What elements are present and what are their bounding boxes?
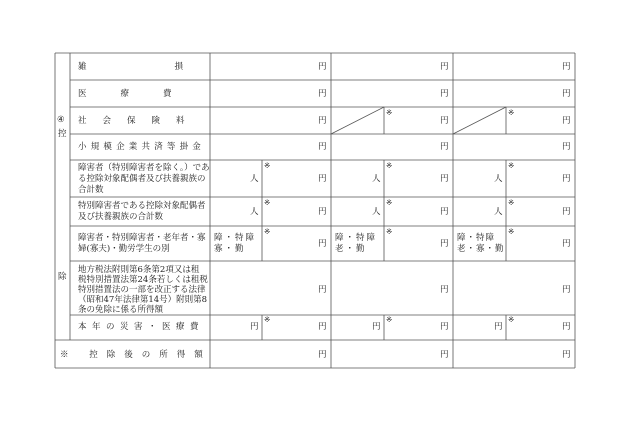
- row-label-fusoku-l5: 条の免除に係る所得額: [78, 305, 164, 315]
- person-mark: 人: [372, 174, 381, 184]
- row-label-kojogo: ※ 控除後の所得額: [60, 350, 212, 360]
- yen-mark: 円: [440, 322, 449, 332]
- betsu-option-line1: 障・特障: [457, 233, 496, 243]
- yen-mark: 円: [318, 174, 327, 184]
- asterisk-mark: ※: [264, 161, 271, 170]
- row-label-shogaisha-l3: 合計数: [78, 185, 104, 195]
- yen-mark: 円: [562, 239, 571, 249]
- yen-mark: 円: [562, 207, 571, 217]
- betsu-option-line2: 老・勤: [335, 244, 367, 254]
- asterisk-mark: ※: [508, 315, 515, 324]
- yen-mark: 円: [562, 285, 571, 295]
- betsu-option-line2: 寡・勤: [214, 244, 246, 254]
- yen-mark: 円: [562, 89, 571, 99]
- yen-mark: 円: [562, 174, 571, 184]
- asterisk-mark: ※: [264, 198, 271, 207]
- yen-mark: 円: [318, 285, 327, 295]
- person-mark: 人: [494, 174, 503, 184]
- yen-mark: 円: [318, 322, 327, 332]
- asterisk-mark: ※: [508, 227, 515, 236]
- row-label-betsu-l2: 婦(寡夫)・勤労学生の別: [78, 244, 170, 254]
- row-label-shakai: 社会保険料: [78, 116, 201, 126]
- row-label-fusoku-l4: （昭和47年法律第14号）附則第8: [78, 295, 208, 305]
- yen-mark: 円: [318, 350, 327, 360]
- asterisk-mark: ※: [264, 315, 271, 324]
- asterisk-mark: ※: [386, 161, 393, 170]
- betsu-option-line1: 障・特障: [214, 233, 257, 243]
- row-label-tokubetsu-l1: 特別障害者である控除対象配偶者: [78, 201, 206, 211]
- yen-mark: 円: [372, 322, 381, 332]
- yen-mark: 円: [440, 62, 449, 72]
- row-label-fusoku-l3: 特別措置法の一部を改正する法律: [78, 285, 206, 295]
- person-mark: 人: [372, 207, 381, 217]
- yen-mark: 円: [318, 62, 327, 72]
- row-label-tokubetsu-l2: 及び扶養親族の合計数: [78, 212, 164, 222]
- row-label-shogaisha-l2: る控除対象配偶者及び扶養親族の: [78, 174, 206, 184]
- yen-mark: 円: [440, 239, 449, 249]
- yen-mark: 円: [562, 350, 571, 360]
- group-number: ④: [57, 115, 65, 125]
- person-mark: 人: [250, 207, 259, 217]
- row-label-betsu-l1: 障害者・特別障害者・老年者・寡: [78, 233, 206, 243]
- person-mark: 人: [250, 174, 259, 184]
- row-label-fusoku-l1: 地方税法附則第6条第2項又は租: [78, 265, 200, 275]
- row-label-saigai: 本年の災害・医療費: [78, 322, 205, 332]
- yen-mark: 円: [440, 116, 449, 126]
- asterisk-mark: ※: [264, 227, 271, 236]
- yen-mark: 円: [440, 142, 449, 152]
- row-label-fusoku-l2: 税特別措置法第24条若しくは租税: [78, 275, 208, 285]
- asterisk-mark: ※: [386, 227, 393, 236]
- yen-mark: 円: [440, 350, 449, 360]
- asterisk-mark: ※: [508, 161, 515, 170]
- yen-mark: 円: [562, 322, 571, 332]
- yen-mark: 円: [440, 285, 449, 295]
- betsu-option-line2: 老・寡・勤: [457, 244, 505, 254]
- asterisk-mark: ※: [386, 108, 393, 117]
- yen-mark: 円: [562, 142, 571, 152]
- asterisk-mark: ※: [386, 198, 393, 207]
- row-label-zasson-text: 雑損: [78, 62, 272, 72]
- yen-mark: 円: [562, 62, 571, 72]
- row-label-shogaisha-l1: 障害者（特別障害者を除く。）であ: [78, 163, 210, 173]
- yen-mark: 円: [318, 116, 327, 126]
- yen-mark: 円: [440, 207, 449, 217]
- yen-mark: 円: [562, 116, 571, 126]
- yen-mark: 円: [318, 239, 327, 249]
- yen-mark: 円: [318, 207, 327, 217]
- row-label-iryohi: 医療費: [78, 89, 206, 99]
- yen-mark: 円: [494, 322, 503, 332]
- yen-mark: 円: [318, 89, 327, 99]
- group-label-char-2: 除: [58, 272, 67, 282]
- yen-mark: 円: [250, 322, 259, 332]
- row-label-zasson: [78, 61, 272, 73]
- betsu-option-line1: 障・特障: [335, 233, 378, 243]
- asterisk-mark: ※: [386, 315, 393, 324]
- person-mark: 人: [494, 207, 503, 217]
- row-label-kibo: 小規模企業共済等掛金: [78, 142, 206, 152]
- yen-mark: 円: [440, 174, 449, 184]
- group-label-char-1: 控: [58, 129, 67, 139]
- asterisk-mark: ※: [508, 198, 515, 207]
- yen-mark: 円: [440, 89, 449, 99]
- yen-mark: 円: [318, 142, 327, 152]
- asterisk-mark: ※: [508, 108, 515, 117]
